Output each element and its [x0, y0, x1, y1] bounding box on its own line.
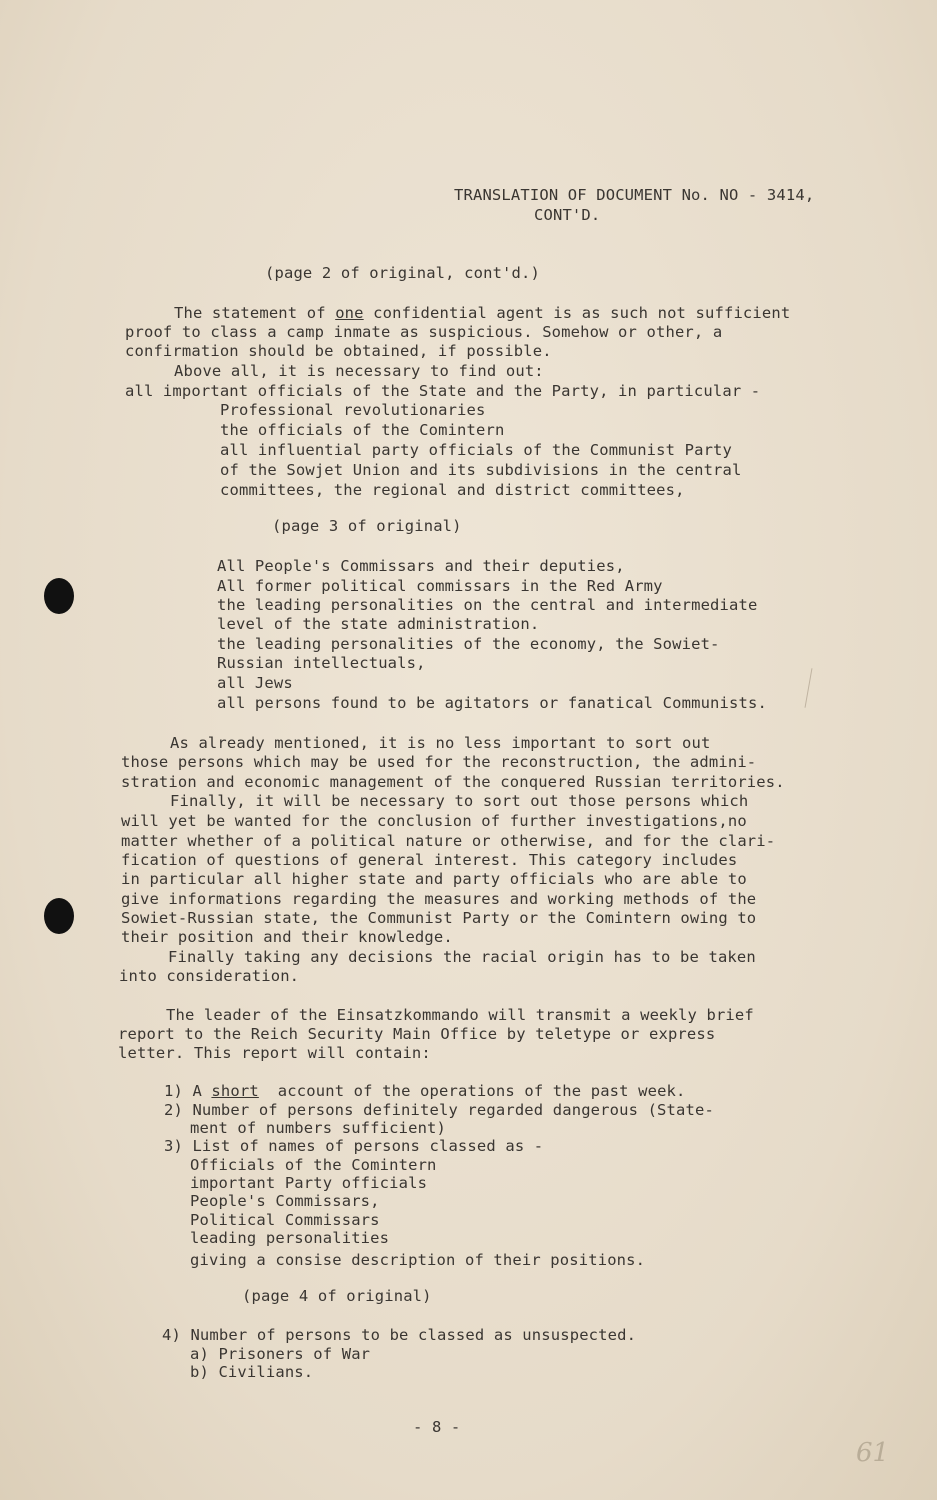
- paragraph-line: report to the Reich Security Main Office by teletype or express: [118, 1025, 716, 1043]
- paragraph-line: Finally taking any decisions the racial origin has to be taken: [168, 948, 756, 966]
- sub-item: People's Commissars,: [190, 1192, 380, 1210]
- paragraph-line: Finally, it will be necessary to sort out those persons which: [170, 792, 749, 810]
- list-item: all influential party officials of the Communist Party: [220, 441, 733, 459]
- numbered-item: 4) Number of persons to be classed as unsuspected.: [162, 1326, 637, 1344]
- page-reference-4: (page 4 of original): [242, 1287, 432, 1305]
- paragraph-line: The leader of the Einsatzkommando will transmit a weekly brief: [166, 1006, 754, 1024]
- sub-item: Political Commissars: [190, 1211, 380, 1229]
- list-item: All People's Commissars and their deputies,: [217, 557, 625, 575]
- list-item: level of the state administration.: [217, 615, 540, 633]
- paragraph-line: fication of questions of general interest. This category includes: [121, 851, 738, 869]
- underlined-word: short: [211, 1082, 259, 1100]
- paragraph-line: proof to class a camp inmate as suspicious. Somehow or other, a: [125, 323, 723, 341]
- paragraph-line: matter whether of a political nature or otherwise, and for the clari-: [121, 832, 776, 850]
- paragraph-line: into consideration.: [119, 967, 300, 985]
- page-reference-2: (page 2 of original, cont'd.): [265, 264, 540, 282]
- list-item: the leading personalities of the economy, the Sowiet-: [217, 635, 720, 653]
- list-item: committees, the regional and district committees,: [220, 481, 685, 499]
- list-item: all Jews: [217, 674, 293, 692]
- pencil-annotation: 61: [856, 1438, 890, 1468]
- paragraph-line: Above all, it is necessary to find out:: [174, 362, 544, 380]
- fold-mark: [805, 668, 813, 708]
- page-reference-3: (page 3 of original): [272, 517, 462, 535]
- sub-item: giving a consise description of their positions.: [190, 1251, 646, 1269]
- paragraph-line: their position and their knowledge.: [121, 928, 453, 946]
- list-item: of the Sowjet Union and its subdivisions in the central: [220, 461, 742, 479]
- paragraph-line: will yet be wanted for the conclusion of further investigations,no: [121, 812, 747, 830]
- paragraph-line: letter. This report will contain:: [118, 1044, 431, 1062]
- paragraph-line: As already mentioned, it is no less important to sort out: [170, 734, 711, 752]
- paragraph-line: in particular all higher state and party officials who are able to: [121, 870, 747, 888]
- punch-hole-lower: [44, 898, 74, 934]
- list-item: Professional revolutionaries: [220, 401, 486, 419]
- paragraph-line: confirmation should be obtained, if possible.: [125, 342, 552, 360]
- sub-item: b) Civilians.: [190, 1363, 314, 1381]
- sub-item: leading personalities: [190, 1229, 390, 1247]
- paragraph-line: stration and economic management of the conquered Russian territories.: [121, 773, 785, 791]
- sub-item: important Party officials: [190, 1174, 428, 1192]
- list-item: all persons found to be agitators or fanatical Communists.: [217, 694, 767, 712]
- list-item: the officials of the Comintern: [220, 421, 505, 439]
- paragraph-line: Sowiet-Russian state, the Communist Party or the Comintern owing to: [121, 909, 757, 927]
- sub-item: Officials of the Comintern: [190, 1156, 437, 1174]
- sub-item: a) Prisoners of War: [190, 1345, 371, 1363]
- document-title: TRANSLATION OF DOCUMENT No. NO - 3414,: [454, 186, 815, 204]
- paragraph-line: The statement of one confidential agent is as such not sufficient: [174, 304, 791, 322]
- numbered-item: 3) List of names of persons classed as -: [164, 1137, 544, 1155]
- paragraph-line: all important officials of the State and the Party, in particular -: [125, 382, 761, 400]
- numbered-item-cont: ment of numbers sufficient): [190, 1119, 447, 1137]
- list-item: the leading personalities on the central and intermediate: [217, 596, 758, 614]
- underlined-word: one: [335, 304, 364, 322]
- numbered-item: 1) A short account of the operations of the past week.: [164, 1082, 686, 1100]
- list-item: All former political commissars in the Red Army: [217, 577, 663, 595]
- numbered-item: 2) Number of persons definitely regarded dangerous (State-: [164, 1101, 714, 1119]
- punch-hole-upper: [44, 578, 74, 614]
- paragraph-line: give informations regarding the measures and working methods of the: [121, 890, 757, 908]
- document-title-contd: CONT'D.: [534, 206, 601, 224]
- list-item: Russian intellectuals,: [217, 654, 426, 672]
- paragraph-line: those persons which may be used for the reconstruction, the admini-: [121, 753, 757, 771]
- page-number: - 8 -: [413, 1418, 461, 1436]
